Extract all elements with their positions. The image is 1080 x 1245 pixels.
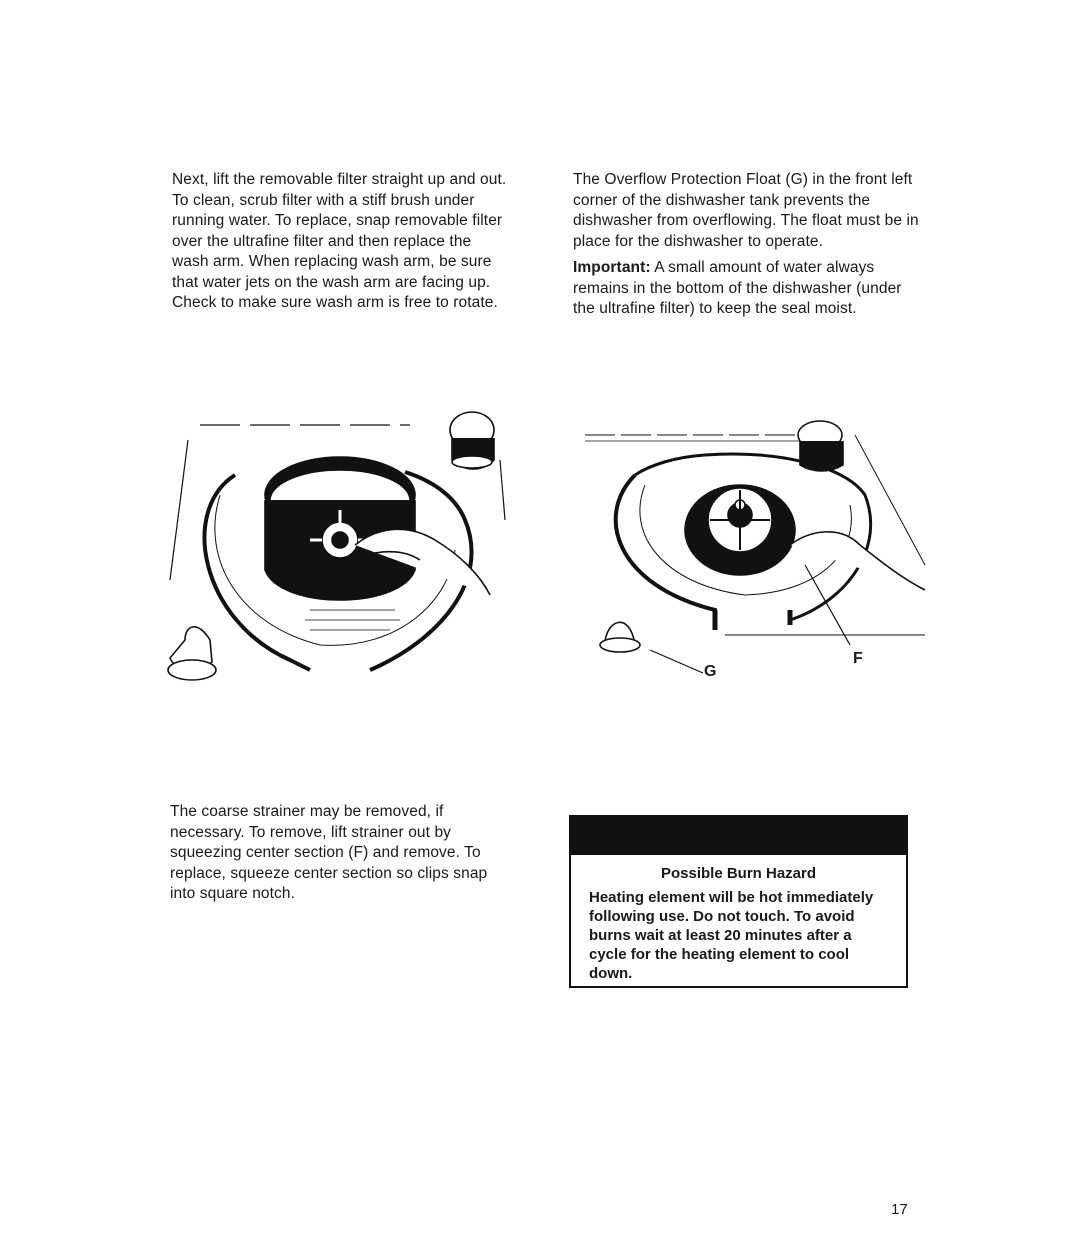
overflow-float-paragraph: The Overflow Protection Float (G) in the front left corner of the dishwasher tank prevents the dishwasher from overflowing. The float must be in place for the dishwasher to operate. [573,171,919,250]
coarse-strainer-instructions: The coarse strainer may be removed, if necessary. To remove, lift strainer out by squeezing center section (F) and remove. To replace, squeeze center section so clips snap into square notch. [170,803,488,902]
warning-text: Heating element will be hot immediately following use. Do not touch. To avoid burns wait at least 20 minutes after a cycle for the heating element to cool down. [589,889,874,982]
float-and-strainer-illustration [575,405,935,695]
left-top-column [172,170,512,320]
important-text: A small amount of water always remains in the bottom of the dishwasher (under the ultrafine filter) to keep the seal moist. [573,259,902,317]
page-number: 17 [891,1201,908,1218]
warning-header-bar [571,817,906,855]
warning-title: Possible Burn Hazard [660,865,817,882]
filter-removal-illustration [160,400,520,700]
left-bottom-column [170,802,500,911]
burn-hazard-warning [569,815,908,988]
right-top-column [573,170,923,326]
important-note [573,258,923,320]
label-g: G [704,663,717,680]
important-label: Important: [573,259,651,276]
label-f: F [853,650,863,667]
filter-instructions: Next, lift the removable filter straight up and out. To clean, scrub filter with a stiff brush under running water. To replace, snap removable filter over the ultrafine filter and then replace the wash arm. When replacing wash arm, be sure that water jets on the wash arm are facing up. Check to make sure wash arm is free to rotate. [172,171,507,311]
